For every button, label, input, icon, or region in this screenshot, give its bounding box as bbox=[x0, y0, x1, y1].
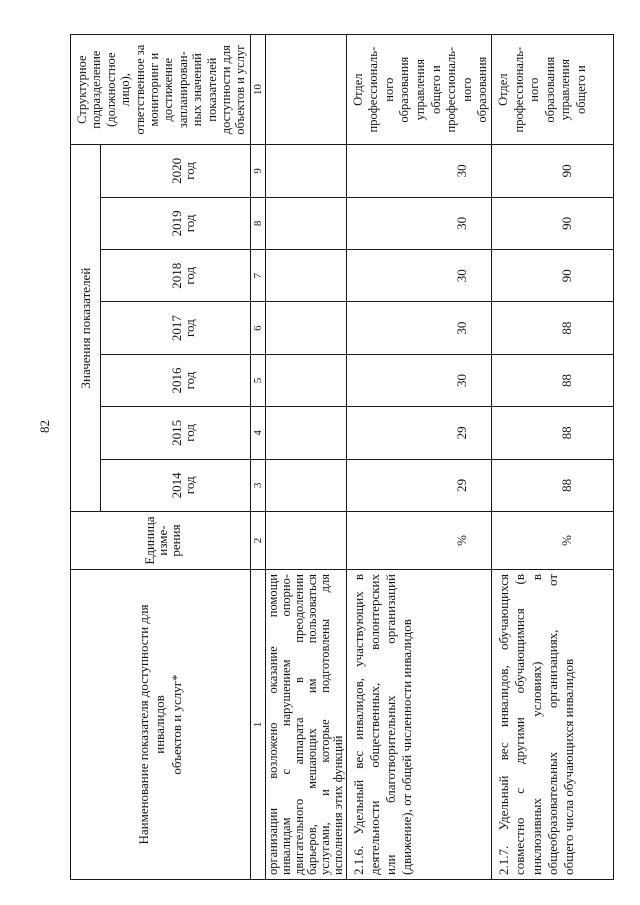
header-year-value: 2015 bbox=[168, 419, 184, 446]
empty-cell bbox=[266, 512, 347, 570]
text-line: или благотворительных организаций bbox=[383, 574, 399, 875]
empty-cell bbox=[266, 197, 347, 249]
header-line: Единица bbox=[142, 516, 157, 565]
page-number: 82 bbox=[37, 420, 52, 433]
text-line: ного bbox=[381, 77, 396, 102]
text-line: профессиональ- bbox=[366, 46, 381, 133]
header-year bbox=[101, 145, 251, 197]
header-year bbox=[101, 354, 251, 406]
header-year-value: 2019 bbox=[168, 210, 184, 237]
text-line: управления bbox=[558, 58, 573, 121]
column-numbers-row bbox=[251, 35, 266, 880]
empty-cell bbox=[266, 354, 347, 406]
column-number: 9 bbox=[251, 145, 266, 197]
text-line: ного bbox=[459, 77, 474, 102]
column-number: 4 bbox=[251, 407, 266, 459]
header-indicator-name bbox=[71, 570, 251, 880]
header-line: инвалидов bbox=[152, 695, 168, 754]
value-cell: 30 bbox=[346, 197, 491, 249]
header-year-label: год bbox=[181, 371, 197, 390]
value-cell: 30 bbox=[346, 354, 491, 406]
text-line: общего и bbox=[428, 65, 443, 115]
text-line: 2.1.6. Удельный вес инвалидов, участвующих в bbox=[350, 574, 366, 875]
indicator-name-cell bbox=[491, 570, 613, 880]
header-year-label: год bbox=[181, 214, 197, 233]
value-cell: 90 bbox=[491, 250, 613, 302]
text-line: общего числа обучающихся инвалидов bbox=[561, 658, 577, 875]
responsible-unit-cell bbox=[491, 35, 613, 145]
header-line: доступности для bbox=[219, 45, 234, 135]
table-row bbox=[266, 35, 347, 880]
text-line: профессиональ- bbox=[444, 46, 459, 133]
text-line: инвалидам с нарушением опорно- bbox=[279, 574, 294, 875]
column-number: 7 bbox=[251, 250, 266, 302]
indicator-name-cell bbox=[346, 570, 491, 880]
value-cell: 88 bbox=[491, 354, 613, 406]
empty-cell bbox=[266, 407, 347, 459]
text-line: управления bbox=[412, 58, 427, 121]
text-line: ного bbox=[527, 77, 542, 102]
text-line: образования bbox=[397, 56, 412, 123]
indicator-name-cell bbox=[266, 570, 347, 880]
text-line: деятельности общественных, волонтерских bbox=[366, 574, 382, 875]
header-line: подразделение bbox=[89, 50, 104, 129]
header-year bbox=[101, 250, 251, 302]
column-number: 2 bbox=[251, 512, 266, 570]
header-line: мониторинг и bbox=[147, 52, 162, 127]
header-year bbox=[101, 302, 251, 354]
header-year-label: год bbox=[181, 266, 197, 285]
text-line: совместно с другими обучающимися (в bbox=[512, 574, 528, 875]
text-line: исполнения этих функций bbox=[331, 735, 346, 875]
header-line: (должностное bbox=[103, 52, 118, 127]
text-line: Отдел bbox=[350, 73, 365, 106]
table-row bbox=[491, 35, 613, 880]
text-line: услугами, и которые подготовлены для bbox=[318, 574, 333, 875]
text-line: 2.1.7. Удельный вес инвалидов, обучающихся bbox=[495, 574, 511, 875]
value-cell: 88 bbox=[491, 407, 613, 459]
column-number: 5 bbox=[251, 354, 266, 406]
header-line: Наименование показателя доступности для bbox=[135, 604, 151, 845]
header-line: Структурное bbox=[75, 55, 89, 124]
value-cell: 88 bbox=[491, 302, 613, 354]
text-line: профессиональ- bbox=[511, 46, 526, 133]
value-cell: 88 bbox=[491, 459, 613, 511]
text-line: (движение), от общей численности инвалидов bbox=[399, 619, 415, 875]
unit-cell: % bbox=[346, 512, 491, 570]
header-line: лицо), bbox=[118, 73, 133, 107]
text-line: Отдел bbox=[495, 73, 510, 106]
header-line: рения bbox=[168, 524, 183, 557]
value-cell: 29 bbox=[346, 459, 491, 511]
column-number: 3 bbox=[251, 459, 266, 511]
text-line: образования bbox=[542, 56, 557, 123]
text-line: инклюзивных условиях) в bbox=[528, 574, 544, 875]
column-number: 8 bbox=[251, 197, 266, 249]
header-year-value: 2018 bbox=[168, 262, 184, 289]
text-line: организации возложено оказание помощи bbox=[266, 574, 280, 875]
header-year-value: 2020 bbox=[168, 157, 184, 184]
header-line: запланирован- bbox=[175, 51, 190, 129]
text-line: общего и bbox=[573, 65, 588, 115]
table-row bbox=[346, 35, 491, 880]
header-year bbox=[101, 197, 251, 249]
header-line: объектов и услуг bbox=[233, 44, 248, 135]
empty-cell bbox=[266, 302, 347, 354]
header-responsible-unit bbox=[71, 35, 251, 145]
header-year-label: год bbox=[181, 319, 197, 338]
empty-cell bbox=[266, 250, 347, 302]
header-line: ответственное за bbox=[132, 44, 147, 135]
header-year-label: год bbox=[181, 476, 197, 495]
header-values-group: Значения показателей bbox=[71, 145, 101, 512]
column-number: 6 bbox=[251, 302, 266, 354]
header-line: показателей bbox=[204, 57, 219, 122]
column-number: 10 bbox=[251, 35, 266, 145]
header-year-value: 2016 bbox=[168, 367, 184, 394]
empty-cell bbox=[266, 145, 347, 197]
header-line: объектов и услуг* bbox=[168, 674, 184, 775]
text-line: образования bbox=[475, 56, 490, 123]
value-cell: 30 bbox=[346, 250, 491, 302]
value-cell: 90 bbox=[491, 197, 613, 249]
header-year-label: год bbox=[181, 424, 197, 442]
header-unit bbox=[71, 512, 251, 570]
responsible-unit-cell bbox=[346, 35, 491, 145]
value-cell: 30 bbox=[346, 145, 491, 197]
value-cell: 30 bbox=[346, 302, 491, 354]
text-line: двигательного аппарата в преодолении bbox=[292, 574, 307, 875]
header-year bbox=[101, 407, 251, 459]
accessibility-indicators-table bbox=[70, 34, 614, 880]
header-line: ных значений bbox=[190, 53, 205, 127]
header-year-value: 2017 bbox=[168, 315, 184, 342]
value-cell: 90 bbox=[491, 145, 613, 197]
header-line: достижение bbox=[161, 57, 176, 122]
header-year bbox=[101, 459, 251, 511]
header-year-value: 2014 bbox=[168, 472, 184, 499]
empty-cell bbox=[266, 35, 347, 145]
header-row-top bbox=[71, 35, 101, 880]
text-line: общеобразовательных организациях, от bbox=[544, 574, 560, 875]
unit-cell: % bbox=[491, 512, 613, 570]
value-cell: 29 bbox=[346, 407, 491, 459]
header-line: изме- bbox=[155, 525, 170, 556]
empty-cell bbox=[266, 459, 347, 511]
text-line: барьеров, мешающих им пользоваться bbox=[305, 574, 320, 875]
header-year-label: год bbox=[181, 162, 197, 180]
column-number: 1 bbox=[251, 570, 266, 880]
